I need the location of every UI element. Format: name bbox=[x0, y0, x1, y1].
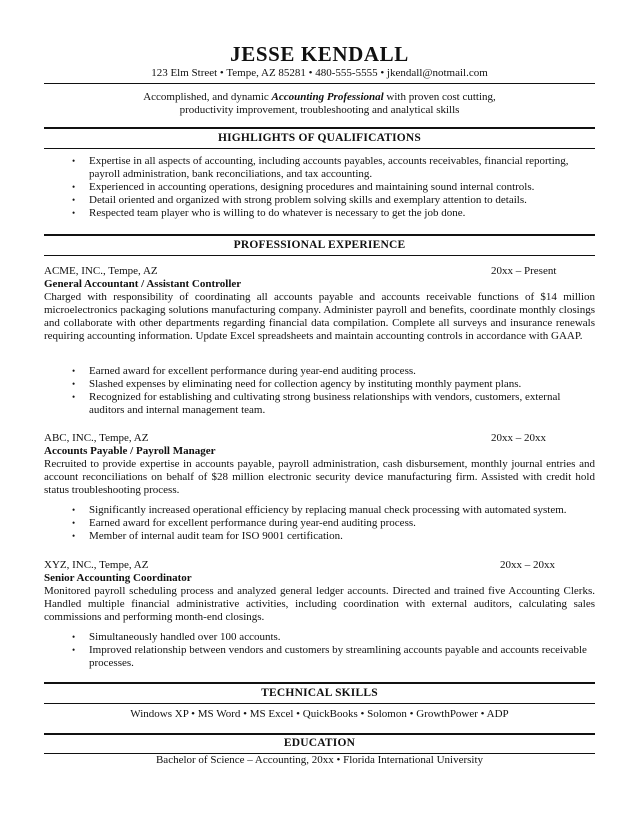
header-divider bbox=[44, 83, 595, 84]
bullet-icon: • bbox=[72, 379, 76, 389]
job-company: XYZ, INC., Tempe, AZ bbox=[44, 559, 149, 571]
list-item: • Member of internal audit team for ISO 9001 certification. bbox=[72, 530, 343, 542]
education-line: Bachelor of Science – Accounting, 20xx • Florida International University bbox=[155, 754, 484, 766]
bullet-icon: • bbox=[72, 156, 76, 166]
bullet-icon: • bbox=[72, 392, 76, 402]
job-dates: 20xx – Present bbox=[491, 265, 557, 277]
list-item: • Improved relationship between vendors and customers by streamlining accounts payable and accounts receivable processes. bbox=[72, 644, 587, 669]
job-header bbox=[44, 432, 595, 458]
section-title-experience: PROFESSIONAL EXPERIENCE bbox=[233, 239, 406, 251]
job-header bbox=[44, 559, 595, 585]
list-item: • Significantly increased operational efficiency by replacing manual check processing with automated system. bbox=[72, 504, 567, 516]
job-company: ACME, INC., Tempe, AZ bbox=[44, 265, 158, 277]
job-achievements bbox=[44, 631, 595, 670]
section-rule-bottom bbox=[44, 703, 595, 704]
list-item: • Detail oriented and organized with strong problem solving skills and exemplary attention to details. bbox=[72, 194, 527, 206]
list-item: • Earned award for excellent performance during year-end auditing process. bbox=[72, 517, 416, 529]
job-achievements bbox=[44, 504, 595, 543]
candidate-name: JESSE KENDALL bbox=[230, 42, 409, 66]
bullet-icon: • bbox=[72, 195, 76, 205]
section-title-education: EDUCATION bbox=[283, 737, 356, 749]
summary bbox=[44, 91, 595, 117]
job-company: ABC, INC., Tempe, AZ bbox=[44, 432, 149, 444]
summary-line2: productivity improvement, troubleshooting and analytical skills bbox=[179, 104, 460, 116]
job-dates: 20xx – 20xx bbox=[500, 559, 555, 571]
bullet-icon: • bbox=[72, 208, 76, 218]
bullet-icon: • bbox=[72, 366, 76, 376]
section-rule-top bbox=[44, 733, 595, 735]
skills-line: Windows XP • MS Word • MS Excel • QuickBooks • Solomon • GrowthPower • ADP bbox=[130, 708, 509, 720]
list-item: • Simultaneously handled over 100 accounts. bbox=[72, 631, 281, 643]
job-description: Monitored payroll scheduling process and analyzed general ledger accounts. Directed and trained five Accounting Clerks. Handled multiple financial administrative activities, including coordination with external auditors, calculating sales commissions and performing month-end closings. bbox=[44, 585, 595, 623]
section-title-skills: TECHNICAL SKILLS bbox=[261, 687, 378, 699]
list-item: • Respected team player who is willing to do whatever is necessary to get the job done. bbox=[72, 207, 466, 219]
job-dates: 20xx – 20xx bbox=[491, 432, 546, 444]
job-description: Charged with responsibility of coordinating all accounts payable and accounts receivable functions of $14 million microelectronics packaging solutions manufacturing company. Administer payroll and benefits, coordinate monthly closings and collaborate with other departments regarding financial data compilation. Complete all surveys and insurance renewals requiring accounting information. Update Excel spreadsheets and maintain accounting controls in accordance with GAAP. bbox=[44, 291, 595, 342]
list-item: • Recognized for establishing and cultivating strong business relationships with vendors, customers, external auditors and internal management team. bbox=[72, 391, 561, 416]
section-rule-top bbox=[44, 682, 595, 684]
job-title: General Accountant / Assistant Controller bbox=[44, 278, 242, 290]
summary-pre: Accomplished, and dynamic bbox=[143, 91, 272, 103]
summary-post: with proven cost cutting, bbox=[383, 91, 496, 103]
job-title: Senior Accounting Coordinator bbox=[44, 572, 192, 584]
job-description: Recruited to provide expertise in accounts payable, payroll administration, cash disbursement, monthly journal entries and account reconciliations on behalf of $28 million electronic security device manufacturing firm. Assisted with credit hold status troubleshooting process. bbox=[44, 458, 595, 496]
section-rule-bottom bbox=[44, 255, 595, 256]
job-header bbox=[44, 265, 595, 291]
list-item: • Experienced in accounting operations, designing procedures and maintaining sound internal controls. bbox=[72, 181, 535, 193]
list-item: • Expertise in all aspects of accounting, including accounts payables, accounts receivables, financial reporting, payroll administration, bank reconciliations, and tax accounting. bbox=[72, 155, 569, 180]
bullet-icon: • bbox=[72, 518, 76, 528]
section-title-highlights: HIGHLIGHTS OF QUALIFICATIONS bbox=[217, 132, 422, 144]
bullet-icon: • bbox=[72, 531, 76, 541]
list-item: • Earned award for excellent performance during year-end auditing process. bbox=[72, 365, 416, 377]
list-item: • Slashed expenses by eliminating need for collection agency by instituting monthly payment plans. bbox=[72, 378, 522, 390]
highlights-list bbox=[44, 155, 595, 220]
bullet-icon: • bbox=[72, 645, 76, 655]
bullet-icon: • bbox=[72, 505, 76, 515]
section-rule-top bbox=[44, 234, 595, 236]
summary-emphasis: Accounting Professional bbox=[271, 91, 384, 103]
contact-line: 123 Elm Street • Tempe, AZ 85281 • 480-555-5555 • jkendall@notmail.com bbox=[151, 67, 488, 79]
bullet-icon: • bbox=[72, 182, 76, 192]
section-rule-bottom bbox=[44, 148, 595, 149]
section-rule-top bbox=[44, 127, 595, 129]
job-title: Accounts Payable / Payroll Manager bbox=[44, 445, 216, 457]
bullet-icon: • bbox=[72, 632, 76, 642]
job-achievements bbox=[44, 365, 595, 417]
